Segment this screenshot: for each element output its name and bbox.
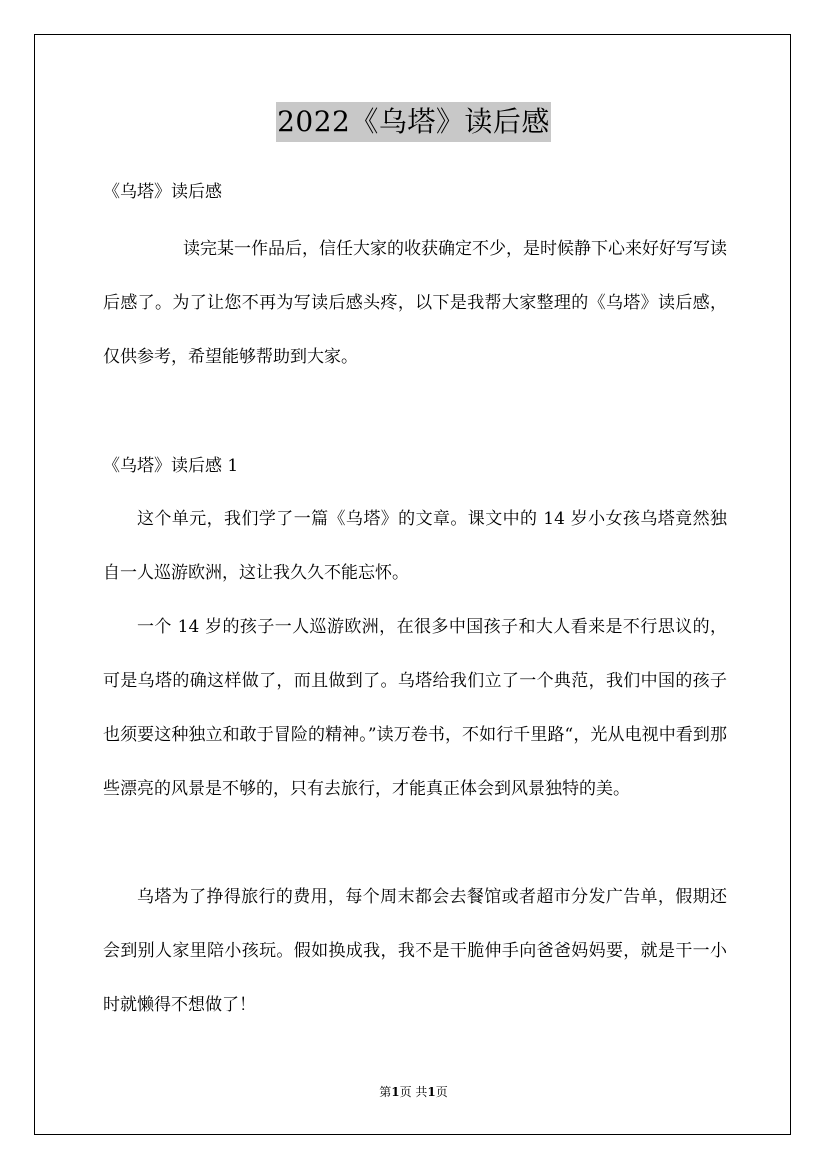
footer-page-mid: 页 共 (399, 1085, 428, 1099)
footer-page-current: 1 (391, 1085, 400, 1099)
section-heading: 《乌塔》读后感 1 (103, 456, 239, 476)
body-paragraph-2: 一个 14 岁的孩子一人巡游欧洲，在很多中国孩子和大人看来是不行思议的，可是乌塔的确这样做了，而且做到了。乌塔给我们立了一个典范，我们中国的孩子也须要这种独立和敢于冒险的精神。”读万卷书，不如行千里路“，光从电视中看到那些漂亮的风景是不够的，只有去旅行，才能真正体会到风景独特的美。 (103, 617, 727, 799)
footer-page-prefix: 第 (379, 1085, 392, 1099)
title-wrapper (0, 102, 827, 142)
footer-page-total: 1 (427, 1085, 436, 1099)
intro-paragraph: 读完某一作品后，信任大家的收获确定不少，是时候静下心来好好写写读后感了。为了让您不再为写读后感头疼，以下是我帮大家整理的《乌塔》读后感，仅供参考，希望能够帮助到大家。 (103, 239, 727, 367)
document-title: 2022《乌塔》读后感 (276, 102, 551, 142)
body-paragraph-3: 乌塔为了挣得旅行的费用，每个周末都会去餐馆或者超市分发广告单，假期还会到别人家里陪小孩玩。假如换成我，我不是干脆伸手向爸爸妈妈要，就是干一小时就懒得不想做了！ (103, 887, 727, 1015)
document-subtitle: 《乌塔》读后感 (103, 182, 222, 202)
body-paragraph-1: 这个单元，我们学了一篇《乌塔》的文章。课文中的 14 岁小女孩乌塔竟然独自一人巡游欧洲，这让我久久不能忘怀。 (103, 509, 727, 583)
footer-page-suffix: 页 (435, 1085, 448, 1099)
page-footer (0, 1084, 827, 1100)
